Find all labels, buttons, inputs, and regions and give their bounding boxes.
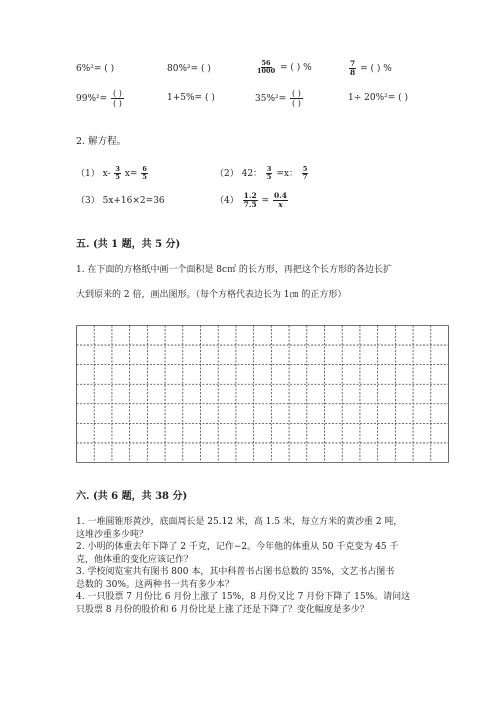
question-line: 2. 小明的体重去年下降了 2 千克，记作−2。今年他的体重从 50 千克变为 45 千 [76, 542, 399, 552]
fraction: $\frac{( )}{( )}$ [113, 89, 122, 108]
fraction: $\frac{5}{7}$ [302, 165, 308, 181]
equation-2: （2） 42： $\frac{3}{5}$ =x： $\frac{5}{7}$ [215, 165, 308, 181]
equation-3: （3） 5x+16×2=36 [76, 196, 165, 206]
question-line: 克，他体重的变化应该记作？ [76, 554, 194, 565]
section-6-questions [76, 516, 410, 616]
question-line: 1. 在下面的方格纸中画一个面积是 8c㎡ 的长方形，再把这个长方形的各边长扩 [76, 265, 392, 275]
grid-paper[interactable] [76, 325, 449, 463]
question-line: 1. 一堆圆锥形黄沙，底面周长是 25.12 米，高 1.5 米，每立方米的黄沙重 2 吨， [76, 517, 403, 527]
fraction: $\frac{1.2}{7.5}$ [243, 191, 257, 209]
calc-item-1: 6%²= ( ) [76, 64, 115, 74]
equation-4: （4） $\frac{1.2}{7.5}$ = $\frac{0.4}{x}$ [215, 191, 288, 209]
fraction: $\frac{7}{8}$ [350, 59, 356, 77]
section-6-heading: 六. (共 6 题，共 38 分) [76, 491, 188, 502]
grid-svg [76, 325, 449, 463]
fraction: $\frac{6}{5}$ [142, 165, 147, 181]
question-line: 只股票 8 月份的股价和 6 月份比是上涨了还是下降了？变化幅度是多少？ [76, 604, 369, 615]
fraction: $\frac{( )}{( )}$ [292, 89, 301, 108]
question-line: 这堆沙重多少吨？ [76, 529, 149, 540]
calc-item-2: 80%²= ( ) [167, 64, 211, 74]
section-5-heading: 五. (共 1 题，共 5 分) [76, 239, 181, 250]
calc-item-5: 99%²= $\frac{( )}{( )}$ [76, 89, 122, 108]
equation-1: （1） x- $\frac{3}{5}$ x= $\frac{6}{5}$ [76, 165, 147, 181]
question-line: 大到原来的 2 倍，画出图形。（每个方格代表边长为 1㎝ 的正方形） [76, 290, 347, 300]
section-2-title: 2. 解方程。 [76, 136, 127, 147]
question-line: 4. 一只股票 7 月份比 6 月份上涨了 15%，8 月份又比 7 月份下降了 15%。请问这 [76, 592, 411, 602]
calc-item-6: 1+5%= ( ) [167, 93, 215, 103]
question-line: 3. 学校阅览室共有图书 800 本，其中科普书占图书总数的 35%，文艺书占图书 [76, 567, 395, 577]
question-line: 总数的 30%。这两种书一共有多少本？ [76, 579, 234, 590]
calc-item-7: 35%²= $\frac{( )}{( )}$ [255, 89, 301, 108]
fraction: $\frac{56}{1000}$ [257, 59, 276, 75]
calc-item-8: 1÷ 20%²= ( ) [348, 93, 409, 103]
calc-item-4: $\frac{7}{8}$ = ( ) % [350, 59, 392, 77]
calc-item-3: $\frac{56}{1000}$ = ( ) % [257, 59, 312, 75]
fraction: $\frac{0.4}{x}$ [273, 191, 288, 209]
fraction: $\frac{3}{5}$ [266, 165, 272, 181]
fraction: $\frac{3}{5}$ [115, 165, 120, 181]
